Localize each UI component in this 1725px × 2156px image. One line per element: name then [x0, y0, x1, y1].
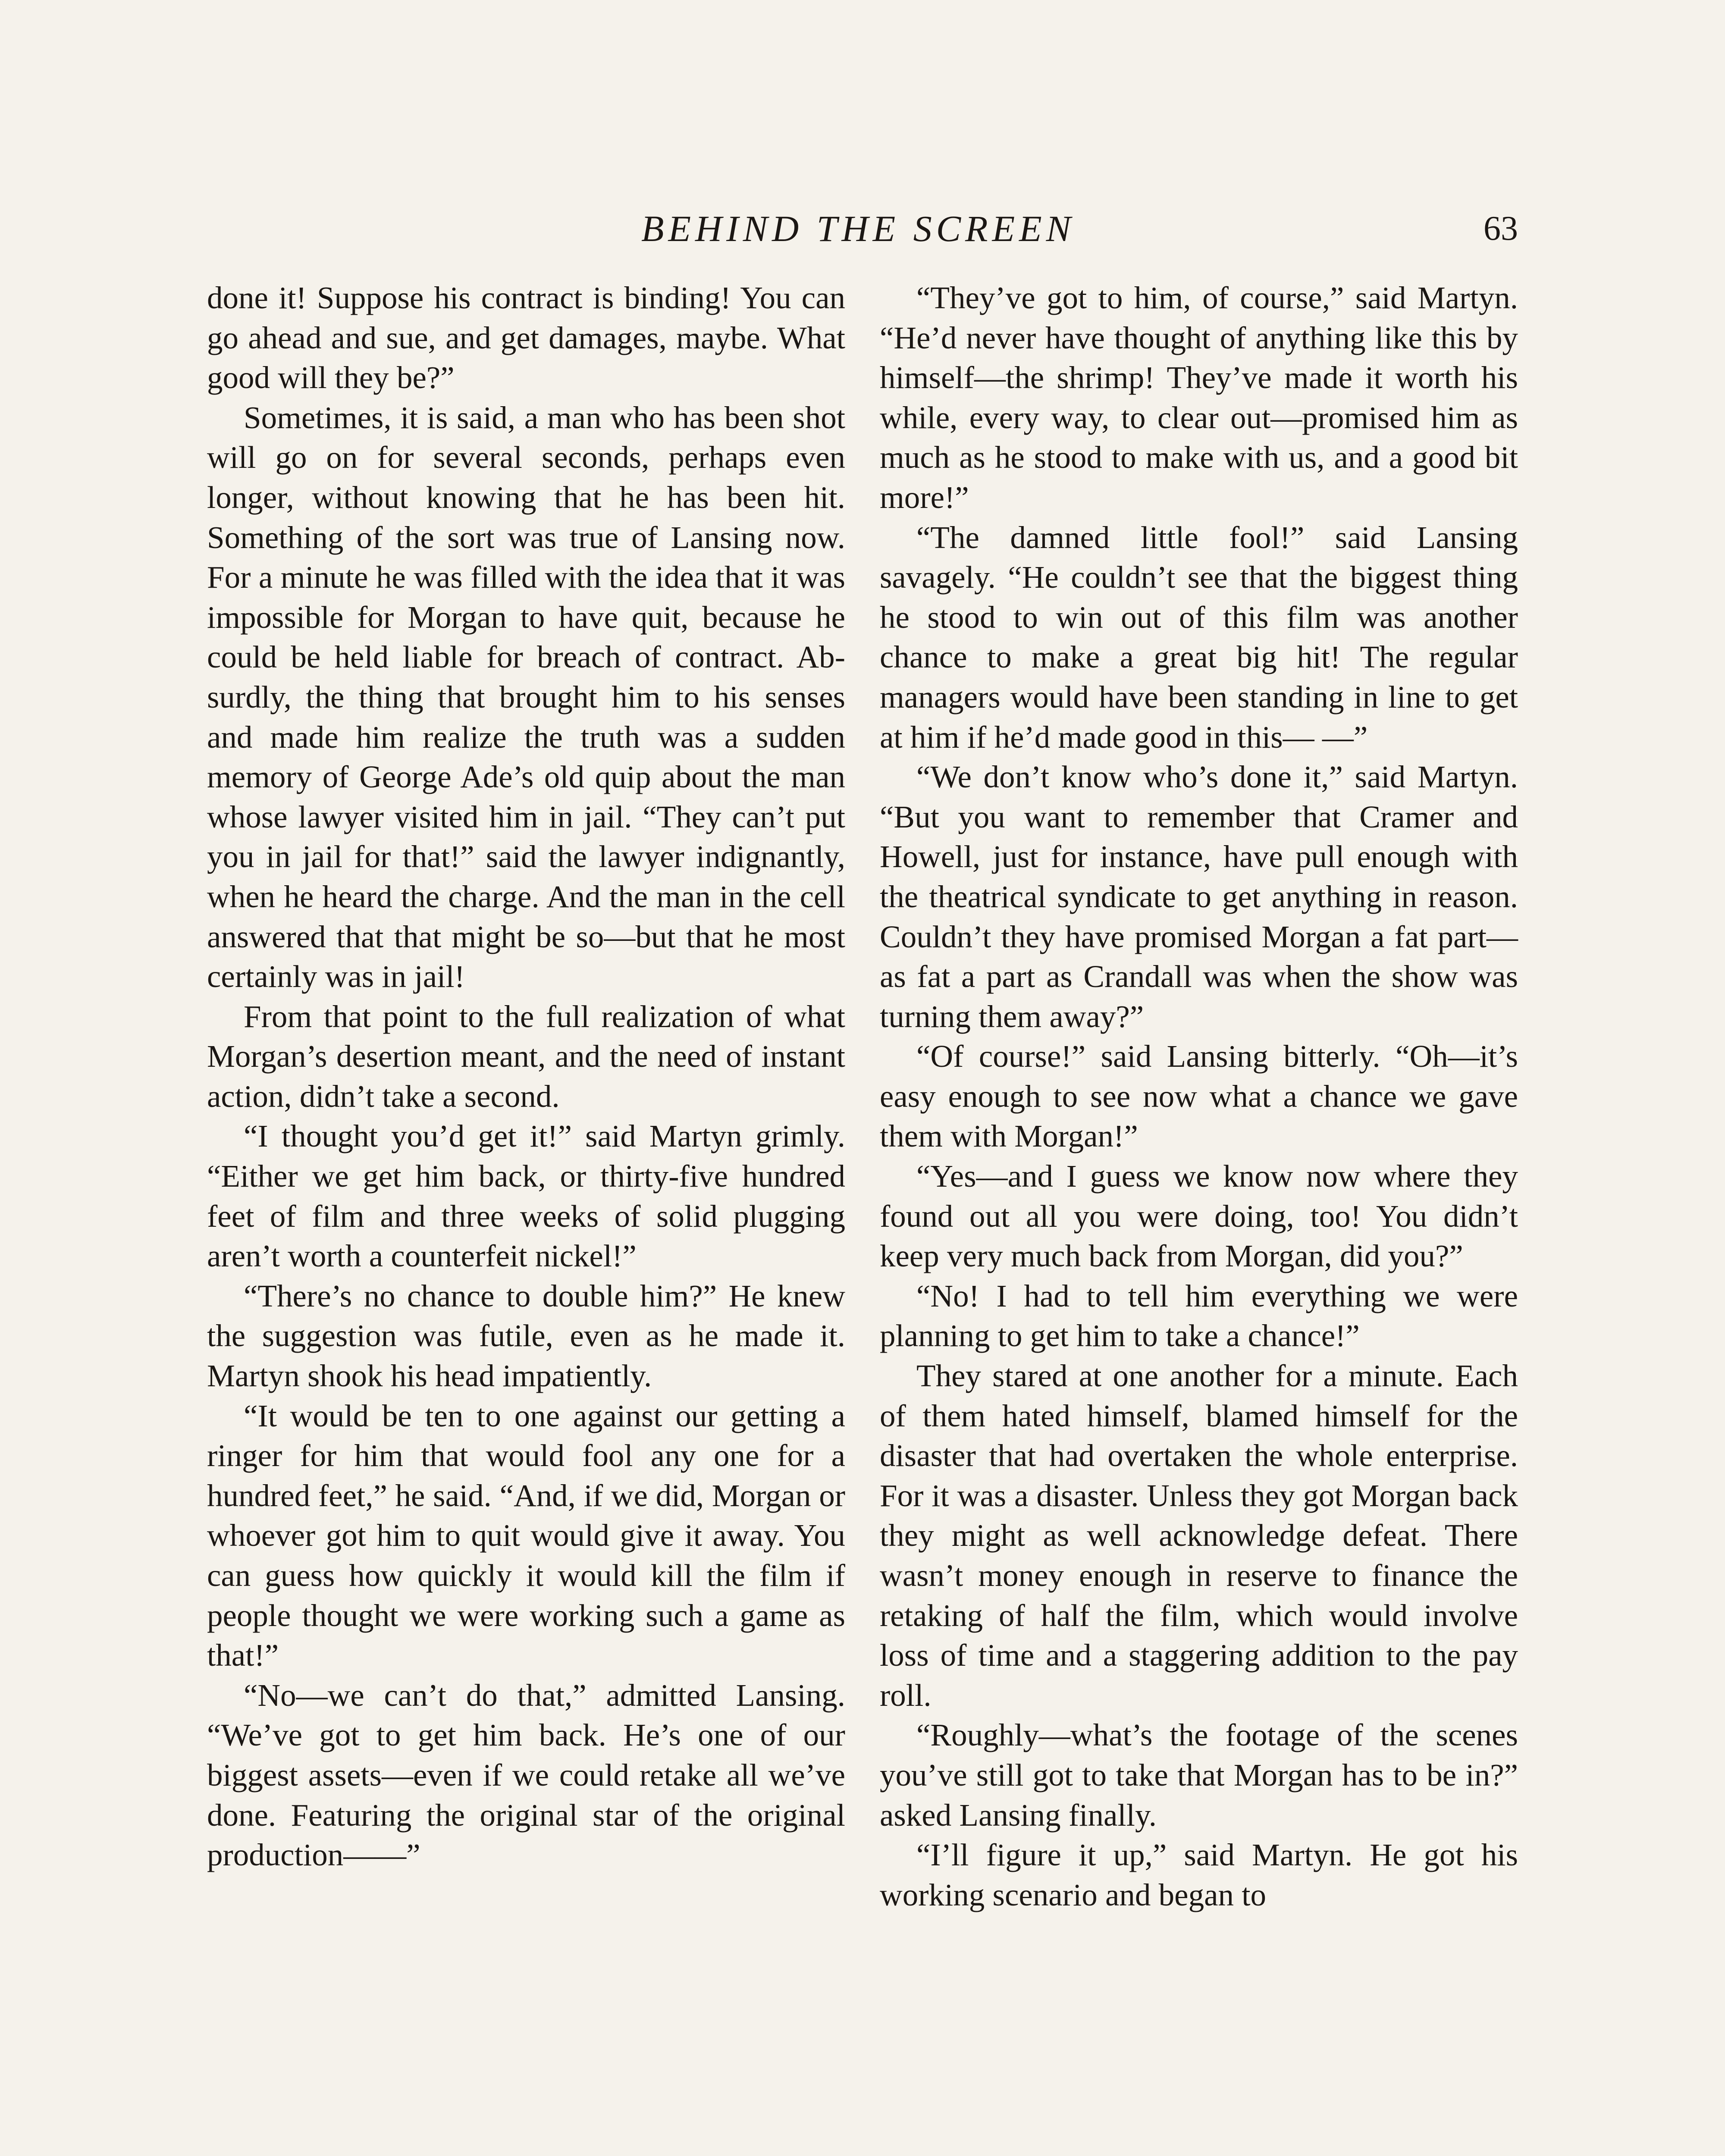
left-text-column	[207, 278, 845, 1875]
paragraph: “They’ve got to him, of course,” said Martyn. “He’d never have thought of anything like this by himself—the shrimp! They’ve made it worth his while, every way, to clear out—promised him as much as he stood to make with us, and a good bit more!”	[880, 280, 1518, 515]
paragraph: Sometimes, it is said, a man who has been shot will go on for several seconds, perhaps even longer, without knowing that he has been hit. Something of the sort was true of Lansing now. For a minute he was filled with the idea that it was impossible for Morgan to have quit, because he could be held liable for breach of contract. Absurdly, the thing that brought him to his senses and made him realize the truth was a sudden memory of George Ade’s old quip about the man whose lawyer visited him in jail. “They can’t put you in jail for that!” said the lawyer indignantly, when he heard the charge. And the man in the cell answered that that might be so—but that he most certainly was in jail!	[207, 400, 845, 994]
running-head	[198, 203, 1518, 254]
right-text-column	[880, 278, 1518, 1915]
paragraph: “Roughly—what’s the footage of the scenes you’ve still got to take that Morgan has to be in?” asked Lansing finally.	[880, 1717, 1518, 1833]
paragraph: “It would be ten to one against our getting a ringer for him that would fool any one for a hundred feet,” he said. “And, if we did, Morgan or whoever got him to quit would give it away. You can guess how quickly it would kill the film if people thought we were working such a game as that!”	[207, 1398, 845, 1673]
paragraph: “Yes—and I guess we know now where they found out all you were doing, too! You didn’t keep very much back from Morgan, did you?”	[880, 1159, 1518, 1274]
paragraph: “There’s no chance to double him?” He knew the suggestion was futile, even as he made it. Martyn shook his head impatiently.	[207, 1278, 845, 1394]
paragraph: From that point to the full realization of what Morgan’s desertion meant, and the need of instant action, didn’t take a second.	[207, 999, 845, 1114]
paragraph: “No! I had to tell him everything we were planning to get him to take a chance!”	[880, 1278, 1518, 1354]
paragraph: “The damned little fool!” said Lansing savagely. “He couldn’t see that the biggest thing he stood to win out of this film was another chance to make a great big hit! The regular managers would have been standing in line to get at him if he’d made good in this— —”	[880, 520, 1518, 755]
paragraph: done it! Suppose his contract is binding! You can go ahead and sue, and get damages, maybe. What good will they be?”	[207, 280, 845, 395]
page-number: 63	[1484, 210, 1518, 248]
running-head-title: BEHIND THE SCREEN	[641, 208, 1076, 249]
paragraph: “Of course!” said Lansing bitterly. “Oh—it’s easy enough to see now what a chance we gave them with Morgan!”	[880, 1039, 1518, 1154]
paragraph: “I thought you’d get it!” said Martyn grimly. “Either we get him back, or thirty-five hundred feet of film and three weeks of solid plugging aren’t worth a counterfeit nickel!”	[207, 1119, 845, 1274]
paragraph: “I’ll figure it up,” said Martyn. He got his working scenario and began to	[880, 1837, 1518, 1912]
paragraph: “We don’t know who’s done it,” said Martyn. “But you want to remember that Cramer and Howell, just for instance, have pull enough with the theatrical syndicate to get anything in reason. Couldn’t they have promised Morgan a fat part—as fat a part as Crandall was when the show was turning them away?”	[880, 759, 1518, 1034]
paragraph: “No—we can’t do that,” admitted Lansing. “We’ve got to get him back. He’s one of our biggest assets—even if we could retake all we’ve done. Featuring the original star of the original production——”	[207, 1677, 845, 1873]
paragraph: They stared at one another for a minute. Each of them hated himself, blamed himself for the disaster that had overtaken the whole enterprise. For it was a disaster. Unless they got Morgan back they might as well acknowledge defeat. There wasn’t money enough in reserve to finance the retaking of half the film, which would involve loss of time and a staggering addition to the pay roll.	[880, 1358, 1518, 1713]
